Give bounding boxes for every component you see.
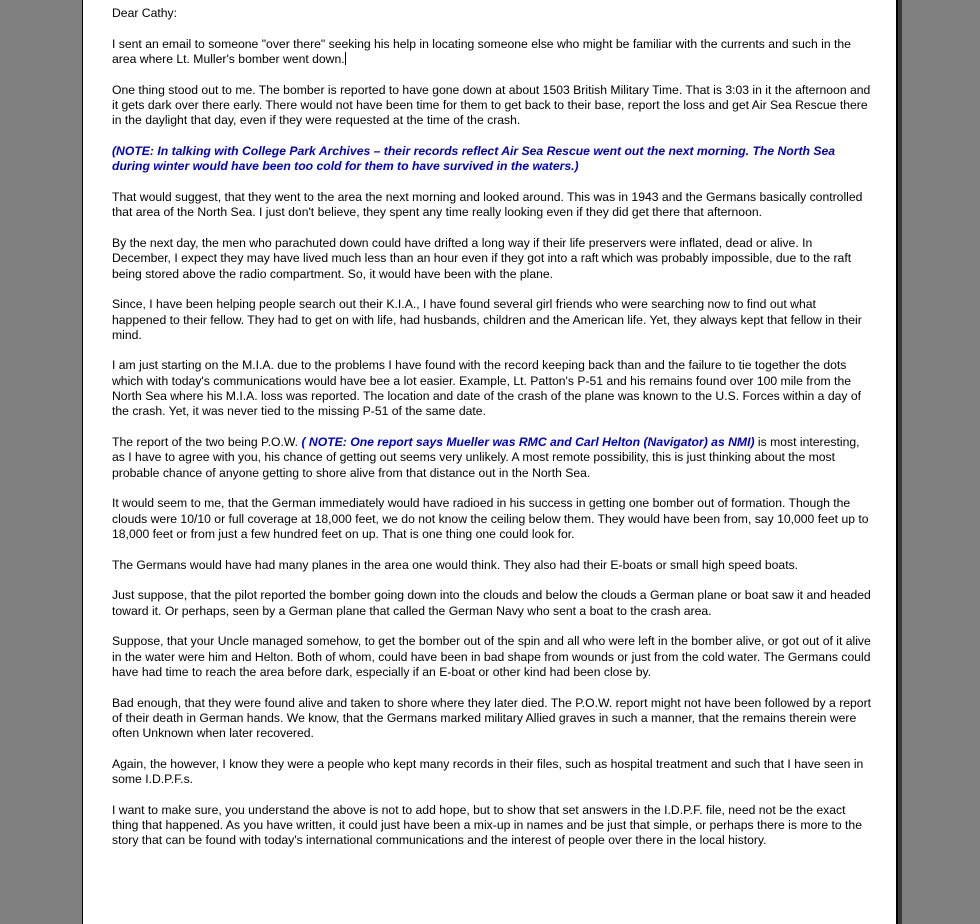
greeting: Dear Cathy: <box>112 6 178 20</box>
paragraph-pow-end: is most interesting, as I have to agree with you, his chance of getting out seems very unlikely. A most remote possibility, this is just thinking about the most probable chance of anyone getting to shore alive from that distance out in the North Sea. <box>112 435 860 480</box>
paragraph-email <box>112 37 872 68</box>
paragraph-kia: Since, I have been helping people search out their K.I.A., I have found several girl friends who were searching now to find out what happened to their fellow. They had to get on with life, had husbands, children and the American life. Yet, they always kept that fellow in their mind. <box>112 297 862 342</box>
paragraph-records: Again, the however, I know they were a people who kept many records in their files, such as hospital treatment and such that I have seen in some I.D.P.F.s. <box>112 756 864 787</box>
paragraph-radio: It would seem to me, that the German immediately would have radioed in his success in getting one bomber out of formation. Though the clouds were 10/10 or full coverage at 18,000 feet, we do not know the ceiling below them. They would have been from, say 10,000 feet up to 18,000 feet or from just a few hundred feet on up. That is one thing one could look for. <box>112 496 869 541</box>
paragraph-closing: I want to make sure, you understand the above is not to add hope, but to show that set answers in the I.D.P.F. file, need not be the exact thing that happened. As you have written, it could just have been a mix-up in names and be just that simple, or perhaps there is more to the story that can be found with today's international communications and the interest of people over there in the local history. <box>112 802 862 848</box>
paragraph-mia: I am just starting on the M.I.A. due to the problems I have found with the record keeping back than and the failure to tie together the dots which with today's communications would have bee a lot easier. Example, Lt. Patton's P-51 and his remains found over 100 mile from the North Sea where his M.I.A. loss was reported. The location and date of the crash of the plane was known to the U.S. Forces within a day of the crash. Yet, it was never tied to the missing P-51 of the same date. <box>112 358 862 419</box>
paragraph-drift: By the next day, the men who parachuted down could have drifted a long way if their life preservers were inflated, dead or alive. In December, I expect they may have lived much less than an hour even if they got into a raft which was probably impossible, due to the raft being stored above the radio compartment. So, it would have been with the plane. <box>112 235 852 281</box>
document-page[interactable] <box>82 0 898 924</box>
paragraph-suppose-pilot: Just suppose, that the pilot reported the bomber going down into the clouds and below the clouds a German plane or boat saw it and headed toward it. Or perhaps, seen by a German plane that called the German Navy who sent a boat to the crash area. <box>112 588 871 618</box>
paragraph-time: One thing stood out to me. The bomber is reported to have gone down at about 1503 British Military Time. That is 3:03 in it the afternoon and it gets dark over there early. There would not have been time for them to get back to their base, report the loss and get Air Sea Rescue there in the daylight that day, even if they were requested at the time of the crash. <box>112 82 871 128</box>
note-archives: (NOTE: In talking with College Park Archives – their records reflect Air Sea Rescue went out the next morning. The North Sea during winter would have been too cold for them to have survived in the waters.) <box>112 143 836 174</box>
paragraph-graves: Bad enough, that they were found alive and taken to shore where they later died. The P.O.W. report might not have been followed by a report of their death in German hands. We know, that the Germans marked military Allied graves in such a manner, that the remains therein were often Unknown when later recovered. <box>112 695 872 741</box>
letter-body[interactable] <box>112 6 872 864</box>
page-shadow <box>898 0 902 924</box>
paragraph-search-area: That would suggest, that they went to the area the next morning and looked around. This was in 1943 and the Germans basically controlled that area of the North Sea. I just don't believe, they spent any time really looking even if they did get there that afternoon. <box>112 189 863 220</box>
note-pow: ( NOTE: One report says Mueller was RMC and Carl Helton (Navigator) as NMI) <box>301 435 755 450</box>
paragraph-planes: The Germans would have had many planes in the area one would think. They also had their E-boats or small high speed boats. <box>112 557 799 572</box>
paragraph-email-text: I sent an email to someone "over there" seeking his help in locating someone else who might be familiar with the currents and such in the area where Lt. Muller's bomber went down. <box>112 36 851 66</box>
paragraph-pow <box>112 435 872 481</box>
paragraph-suppose-uncle: Suppose, that your Uncle managed somehow, to get the bomber out of the spin and all who were left in the bomber alive, or got out of it alive in the water were him and Helton. Both of whom, could have been in bad shape from wounds or just from the cold water. The Germans could have had time to reach the area before dark, especially if an E-boat or other kind had been close by. <box>112 634 871 679</box>
paragraph-pow-start: The report of the two being P.O.W. <box>112 435 302 450</box>
text-cursor <box>345 52 346 65</box>
